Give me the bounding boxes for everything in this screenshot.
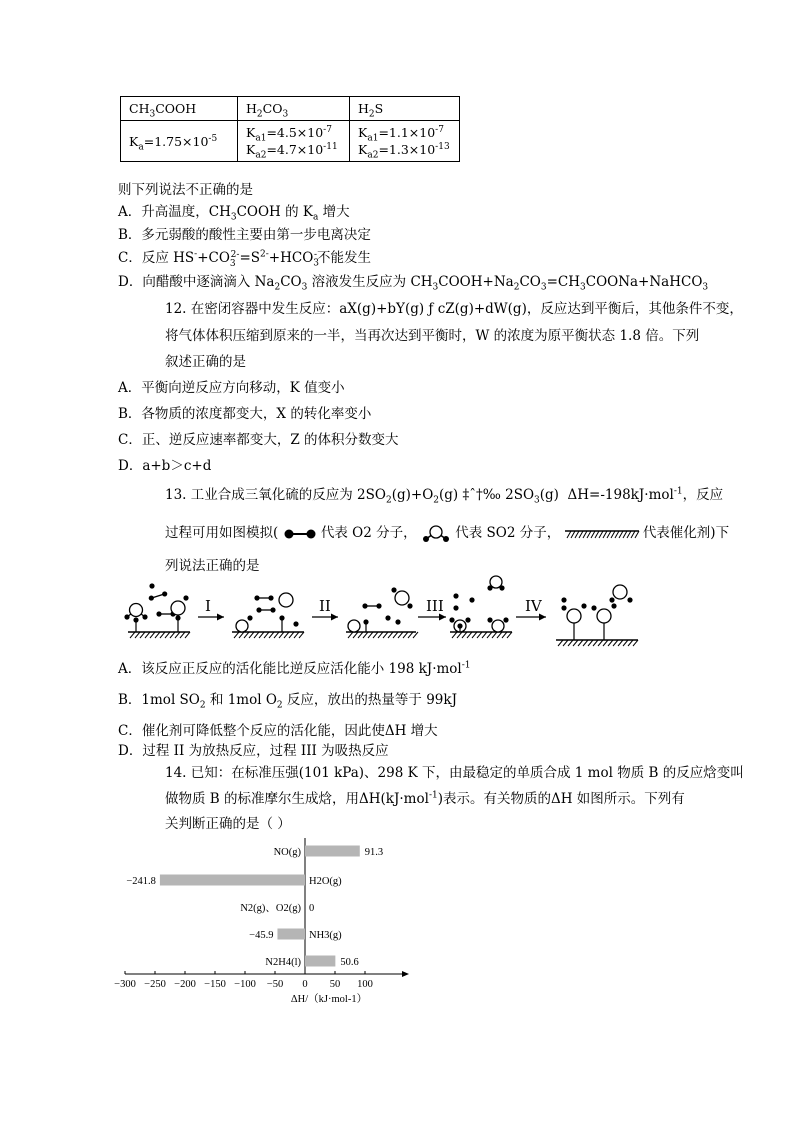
- o-atom: [391, 587, 396, 592]
- q11-option-d: D．向醋酸中逐滴滴入 $Na_2CO_3$ 溶液发生反应为 $CH_3COOH+Na_2CO_3=CH_3COONa+NaHCO_3$: [118, 274, 709, 293]
- q14-line3: 关判断正确的是（ ）: [165, 816, 291, 832]
- o-atom: [453, 593, 458, 598]
- catalyst-surface: [128, 632, 190, 638]
- s-atom: [395, 591, 409, 605]
- value-label: 50.6: [340, 957, 359, 968]
- o-atom: [611, 603, 616, 608]
- x-tick-label: −300: [114, 979, 136, 990]
- x-axis-label: ΔH/（kJ·mol-1）: [290, 994, 368, 1005]
- s-atom: [171, 601, 185, 615]
- o-atom: [149, 583, 154, 588]
- q14-line2: 做物质 B 的标准摩尔生成焓，用ΔH(kJ·mol$^{-1}$)表示。有关物质的ΔH 如图所示。下列有: [165, 790, 685, 807]
- o-atom: [591, 605, 596, 610]
- category-label: H2O(g): [309, 876, 342, 887]
- q13-line1: 13. 工业合成三氧化硫的反应为 $2SO_2(g)+O_2(g)$ ‡ˆ†‰ $2SO_3(g)$ ΔH=-198kJ·mol$^{-1}$，反应: [165, 486, 724, 506]
- q13-option-c: C．催化剂可降低整个反应的活化能，因此使ΔH 增大: [118, 723, 438, 739]
- catalyst-surface: [346, 632, 418, 638]
- category-label: NH3(g): [309, 930, 342, 941]
- bar-4: [305, 956, 335, 967]
- q12-option-a: A．平衡向逆反应方向移动，K 值变小: [118, 380, 345, 396]
- x-tick-label: 50: [329, 979, 341, 990]
- q13-option-d: D．过程 II 为放热反应，过程 III 为吸热反应: [118, 743, 389, 759]
- o-atom: [362, 603, 367, 608]
- table-row: [121, 121, 460, 162]
- o-atom: [293, 621, 298, 626]
- s-atom: [130, 604, 143, 617]
- x-tick-label: −250: [144, 979, 166, 990]
- o-atom: [457, 623, 462, 628]
- s-atom: [567, 609, 581, 623]
- o-atom: [453, 605, 458, 610]
- o-atom: [449, 617, 454, 622]
- o-atom: [156, 611, 161, 616]
- q12-option-d: D．a+b＞c+d: [118, 458, 212, 474]
- s-atom: [279, 593, 293, 607]
- o-atom: [627, 597, 632, 602]
- o-atom: [142, 614, 147, 619]
- x-tick-label: 0: [302, 979, 308, 990]
- q13-line2: [165, 524, 729, 543]
- s-atom: [492, 620, 504, 632]
- q13-line2-part3: 代表 SO2 分子，: [455, 525, 561, 541]
- process-arrow: [516, 597, 546, 621]
- q12-option-c: C．正、逆反应速率都变大，Z 的体积分数变大: [118, 432, 399, 448]
- bar-1: [160, 875, 305, 886]
- q13-line2-part2: 代表 O2 分子，: [320, 525, 417, 541]
- bar-0: [305, 846, 360, 857]
- s-atom: [597, 609, 611, 623]
- o-atom: [133, 617, 138, 622]
- o-atom: [247, 615, 252, 620]
- q13-line3: 列说法正确的是: [165, 558, 260, 574]
- o-atom: [279, 615, 284, 620]
- q11-option-c: C．反应 $HS^-+CO_3^{2-}=S^{2-}+HCO_3^-$不能发生: [118, 249, 372, 269]
- o-atom: [270, 607, 275, 612]
- x-tick-label: −200: [174, 979, 196, 990]
- q14-line1: 14. 已知：在标准压强(101 kPa)、298 K 下，由最稳定的单质合成 1 mol 物质 B 的反应焓变叫: [165, 765, 744, 781]
- q11-stem: 则下列说法不正确的是: [118, 182, 253, 198]
- process-arrow: [418, 597, 446, 621]
- table-header-h2s: $H_2S$: [350, 97, 460, 121]
- cell-h2s-ka: $K_{a1}=1.1\times 10^{-7}$ $K_{a2}=1.3\times 10^{-13}$: [350, 121, 460, 162]
- o-atom: [503, 617, 508, 622]
- x-tick-label: −100: [234, 979, 256, 990]
- so2-molecule-icon: [421, 525, 451, 543]
- o-atom: [407, 603, 412, 608]
- q12-line2: 将气体体积压缩到原来的一半，当再次达到平衡时，W 的浓度为原平衡状态 1.8 倍。下列: [165, 328, 700, 344]
- catalyst-surface: [232, 632, 304, 638]
- value-label: 91.3: [364, 847, 384, 858]
- x-tick-label: −150: [204, 979, 226, 990]
- q12-option-b: B．各物质的浓度都变大，X 的转化率变小: [118, 406, 372, 422]
- q12-line1: 12. 在密闭容器中发生反应：aX(g)+bY(g) ƒ cZ(g)+dW(g)，反应达到平衡后，其他条件不变，: [165, 301, 743, 317]
- reaction-process-diagram: [116, 574, 646, 654]
- q13-line2-part4: 代表催化剂)下: [642, 525, 730, 541]
- value-label: −45.9: [249, 930, 274, 941]
- o-atom: [254, 595, 259, 600]
- o-atom: [561, 597, 566, 602]
- stage-label: II: [319, 597, 331, 615]
- stage-label: IV: [525, 597, 542, 615]
- table-header-ch3cooh: $CH_3COOH$: [121, 97, 238, 121]
- table-header-h2co3: $H_2CO_3$: [238, 97, 350, 121]
- value-label: −241.8: [126, 876, 156, 887]
- o-atom: [499, 585, 504, 590]
- bar-3: [277, 929, 305, 940]
- q11-option-a: A．升高温度，$CH_3COOH$ 的 $K_a$ 增大: [118, 204, 350, 223]
- o-atom: [175, 615, 180, 620]
- q13-option-a: A．该反应正反应的活化能比逆反应活化能小 198 kJ·mol$^{-1}$: [118, 660, 471, 677]
- cell-h2co3-ka: $K_{a1}=4.5\times 10^{-7}$ $K_{a2}=4.7\times 10^{-11}$: [238, 121, 350, 162]
- o-atom: [395, 619, 400, 624]
- stage-label: I: [205, 597, 211, 615]
- x-axis-arrow: [402, 971, 409, 977]
- category-label: NO(g): [273, 847, 301, 858]
- q12-line3: 叙述正确的是: [165, 354, 246, 370]
- enthalpy-bar-chart: [110, 838, 440, 1013]
- category-label: N2H4(l): [265, 957, 301, 968]
- category-label: N2(g)、O2(g): [240, 903, 301, 914]
- o-atom: [385, 615, 390, 620]
- o-atom: [363, 619, 368, 624]
- process-arrow: [312, 597, 338, 621]
- o-atom: [124, 614, 129, 619]
- catalyst-surface: [450, 632, 512, 638]
- o-atom: [465, 617, 470, 622]
- s-atom: [348, 620, 360, 632]
- x-tick-label: 100: [357, 979, 373, 990]
- o-atom: [162, 591, 167, 596]
- o2-molecule-icon: [283, 528, 317, 540]
- cell-ch3cooh-ka: $K_a=1.75\times 10^{-5}$: [121, 121, 238, 162]
- o-atom: [469, 597, 474, 602]
- o-atom: [183, 595, 188, 600]
- catalyst-surface: [556, 640, 638, 646]
- o-atom: [487, 617, 492, 622]
- o-atom: [487, 585, 492, 590]
- s-atom: [613, 585, 627, 599]
- q13-option-b: B．1mol $SO_2$ 和 1mol $O_2$ 反应，放出的热量等于 99kJ: [118, 692, 457, 711]
- catalyst-icon: [565, 529, 639, 539]
- o-atom: [609, 597, 614, 602]
- o-atom: [256, 607, 261, 612]
- o-atom: [149, 595, 154, 600]
- o-atom: [376, 603, 381, 608]
- ka-table: [120, 96, 460, 162]
- o-atom: [268, 595, 273, 600]
- o-atom: [561, 605, 566, 610]
- q11-option-b: B．多元弱酸的酸性主要由第一步电离决定: [118, 227, 371, 243]
- q13-line2-part1: 过程可用如图模拟(: [165, 525, 279, 541]
- process-arrow: [198, 597, 224, 621]
- s-atom: [236, 620, 248, 632]
- value-label: 0: [309, 903, 315, 914]
- stage-label: III: [426, 597, 444, 615]
- table-header-row: [121, 97, 460, 121]
- x-tick-label: −50: [266, 979, 284, 990]
- o-atom: [581, 603, 586, 608]
